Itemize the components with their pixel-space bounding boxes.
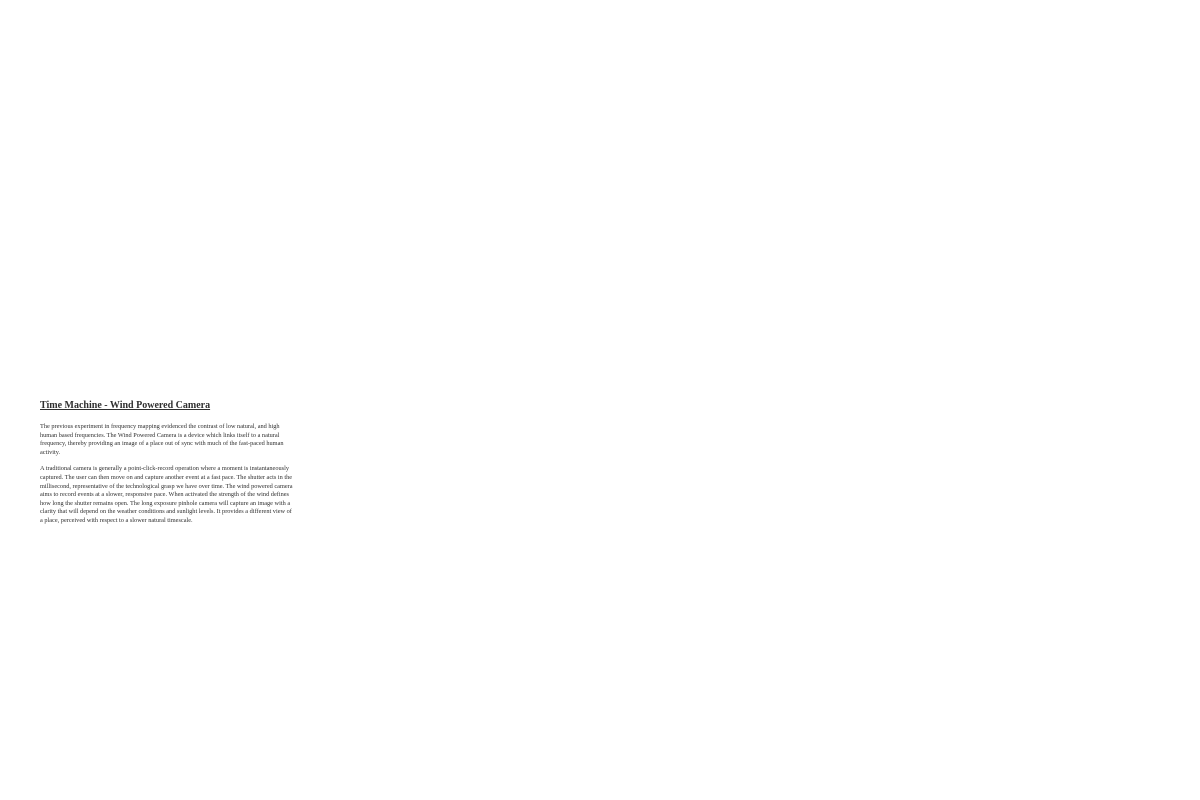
intro-paragraph-1: The previous experiment in frequency mapping evidenced the contrast of low natural, and high human based frequencies. The Wind Powered Camera is a device which links itself to a natural frequency, thereby providing an image of a place out of sync with much of the fast-paced human activity.	[40, 423, 284, 456]
project-title: Time Machine - Wind Powered Camera	[40, 400, 211, 411]
project-intro	[40, 400, 295, 534]
intro-paragraph-2: A traditional camera is generally a point-click-record operation where a moment is instantaneously captured. The user can then move on and capture another event at a fast pace. The shutter acts in the millisecond, representative of the technological grasp we have over time. The wind powered camera aims to record events at a slower, responsive pace. When activated the strength of the wind defines how long the shutter remains open. The long exposure pinhole camera will capture an image with a clarity that will depend on the weather conditions and sunlight levels. It provides a different view of a place, perceived with respect to a slower natural timescale.	[40, 465, 293, 524]
